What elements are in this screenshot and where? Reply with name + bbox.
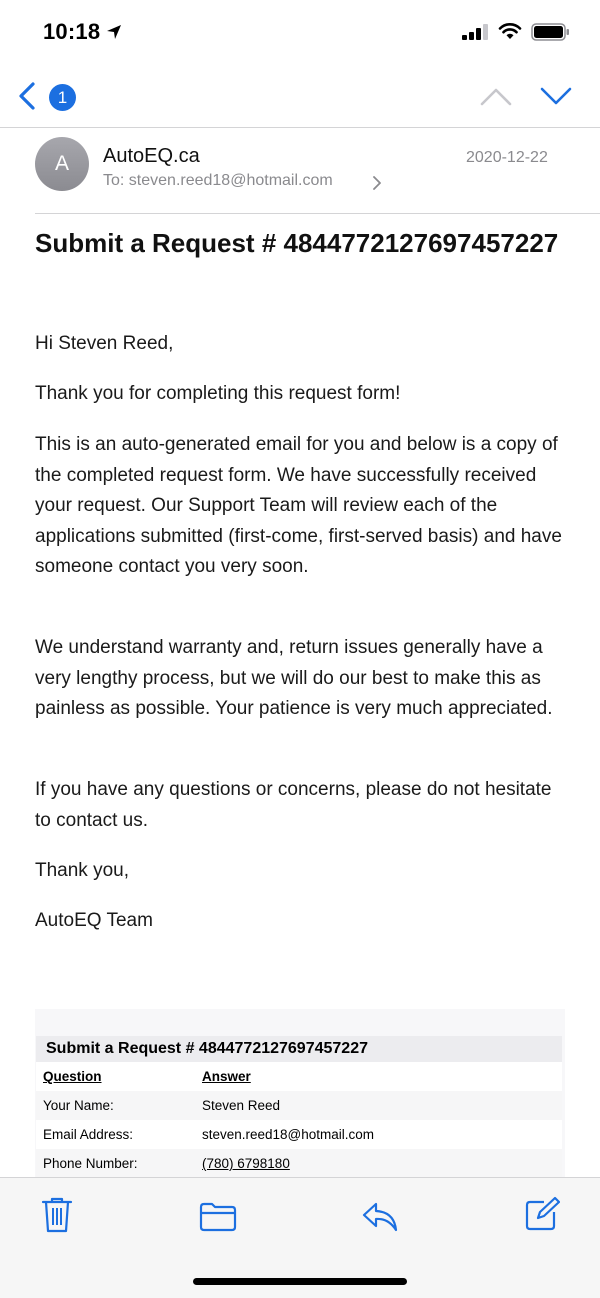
table-header-row [36, 1062, 562, 1091]
compose-icon[interactable] [524, 1196, 560, 1232]
row-answer: Steven Reed [202, 1098, 281, 1113]
body-paragraph-3: If you have any questions or concerns, please do not hesitate to contact us. [35, 779, 552, 831]
row-question: Phone Number: [43, 1156, 138, 1171]
team-signature: AutoEQ Team [35, 910, 153, 931]
table-row [36, 1120, 562, 1149]
cellular-signal-icon [462, 24, 490, 40]
row-question: Email Address: [43, 1127, 134, 1142]
recipient-line[interactable] [103, 172, 333, 190]
status-time: 10:18 [43, 19, 101, 44]
back-chevron-icon[interactable] [14, 80, 42, 112]
status-bar [0, 0, 600, 66]
to-label: To: [103, 172, 125, 189]
sender-name[interactable]: AutoEQ.ca [103, 145, 200, 167]
home-indicator[interactable] [193, 1278, 407, 1285]
battery-icon [531, 23, 571, 41]
reply-icon[interactable] [361, 1200, 399, 1234]
recipient-address[interactable]: steven.reed18@hotmail.com [128, 172, 333, 189]
row-question: Your Name: [43, 1098, 114, 1113]
folder-icon[interactable] [199, 1202, 237, 1232]
header-divider [35, 213, 600, 214]
row-answer[interactable]: steven.reed18@hotmail.com [202, 1127, 375, 1142]
email-header [0, 128, 600, 214]
chevron-right-icon[interactable] [372, 176, 382, 190]
body-paragraph-1: This is an auto-generated email for you and below is a copy of the completed request form. We have successfully received your request. Our Support Team will review each of the applications submitted (first-come, first-served basis) and have someone contact you very soon. [35, 434, 562, 577]
location-arrow-icon [106, 24, 122, 40]
email-subject: Submit a Request # 4844772127697457227 [35, 228, 559, 258]
next-message-icon[interactable] [540, 86, 572, 106]
trash-icon[interactable] [41, 1196, 73, 1234]
table-row [36, 1091, 562, 1120]
unread-count-badge[interactable]: 1 [49, 84, 76, 111]
form-table-title: Submit a Request # 4844772127697457227 [36, 1036, 562, 1062]
header-answer: Answer [202, 1069, 251, 1084]
phone-link[interactable]: (780) 6798180 [202, 1156, 290, 1171]
greeting: Hi Steven Reed, [35, 333, 174, 354]
body-paragraph-2: We understand warranty and, return issues generally have a very lengthy process, but we will do our best to make this as painless as possible. Your patience is very much appreciated. [35, 637, 553, 719]
table-row [36, 1149, 562, 1178]
sender-avatar[interactable]: A [35, 137, 89, 191]
signoff: Thank you, [35, 860, 129, 881]
previous-message-icon[interactable] [480, 86, 512, 106]
header-question: Question [43, 1069, 102, 1084]
email-date: 2020-12-22 [466, 149, 548, 166]
thanks-line: Thank you for completing this request form! [35, 383, 401, 404]
wifi-icon [498, 22, 522, 40]
